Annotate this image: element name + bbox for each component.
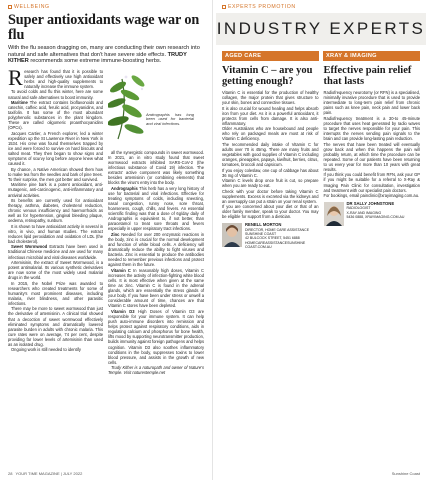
paragraph: Jacques Cartier, a French explorer, led a winter expedition up the St Lawrence River in New York in 1534. His crew was found themselves trapped by ice and were forced to survive on hard biscuits and salted meat. They then began to show signs and symptoms of scurvy long before anyone knew what caused it. [8, 130, 103, 167]
xray-heading: Effective pain relief that lasts [323, 65, 412, 87]
paragraph: all the synergistic compounds in sweet wormwood. In 2021, an in vitro study found that sweet wormwood extracts inhibited SARS-CoV-2 (the infectious substance of Covid 19) infection. The extracts' active component was likely something besides artemisinin (or combining elements) that blocks the virus's entry into the body. [108, 149, 204, 186]
paragraph: There may be more to sweet wormwood than just the derivative of artemisinin. A clinical trial showed that a decoction of sweet wormwood effectively eliminated symptoms and dramatically lowered parasite burden in adults with chronic malaria. This cure rates were on average, 74 per cent, despite providing far lower levels of artemisinin than used as an isolated drug. [8, 306, 103, 348]
author-bio [108, 365, 204, 375]
expert-title: DIRECTOR, HOME CARE ASSISTANCE [245, 227, 310, 232]
publication-name: YOUR TIME MAGAZINE | JULY 2022 [15, 471, 83, 476]
article-columns [8, 64, 204, 376]
standfirst [8, 45, 204, 65]
andrographis-photo [108, 69, 204, 147]
author-name: TRUDY KITHER [8, 51, 187, 65]
section-label: EXPERTS PROMOTION [228, 4, 296, 10]
paragraph-text: Needed for over 200 enzymatic reactions in the body, zinc is crucial for the normal development and function of white blood cells. A deficiency will dramatically reduce the ability to fight viruses and bacteria. Zinc is essential to produce the antibodies needed to remember previous infections and protect against them in the future. [108, 231, 204, 268]
expert-name: DR SALLY JOHNSTONE [346, 201, 395, 207]
column-a [8, 64, 103, 376]
article-headline: Super antioxidants wage war on flu [8, 12, 200, 43]
avatar [222, 223, 242, 247]
paragraph: For bookings, email paincliniс@xrayimaging.com.au. [323, 193, 420, 199]
subhead-sweet-wormwood: Sweet Wormwood [11, 244, 48, 250]
paragraph [8, 64, 103, 90]
category-labels [222, 51, 420, 61]
paragraph: If you are concerned about your diet or that of an older family member, speak to your doctor. You may be eligible for support from a dietician. [222, 204, 319, 220]
footer-left [8, 471, 82, 476]
subhead-maritime: Maritime [11, 99, 28, 105]
paragraph: Vitamin C is essential for the production of healthy collagen, the major protein that gives structure to your skin, bones and connective tissues. [222, 90, 319, 106]
aged-care-column [222, 65, 319, 249]
standfirst-intro: With the flu season dragging on, many are conducting their own research into natural and safe alternatives that don't have severe side effects. [8, 45, 200, 58]
paragraph [108, 268, 204, 309]
paragraph: If you think you could benefit from RFN, ask your GP if you might be suitable for a referral to X-Ray & Imaging Pain Clinic for consultation, investigation and treatment with our specialist pain doctors. [323, 172, 420, 193]
expert-name: RENELL MORTON [245, 222, 282, 228]
column-b [108, 69, 204, 376]
paragraph: Vitamin C levels drop once fruit is cut, so prepare when you are ready to eat. [222, 178, 319, 189]
banner-title: INDUSTRY EXPERTS [216, 19, 426, 38]
expert-profile-renell [222, 223, 319, 249]
paragraph: Check with your doctor before taking Vitamin C supplements. Excess is excreted via the kidneys and an oversupply can put a strain on your renal system. [222, 188, 319, 204]
standfirst-end: recommends some extreme immune-boosting herbs. [30, 58, 162, 65]
xray-column [324, 65, 421, 249]
subhead-zinc: Zinc [111, 231, 120, 237]
paragraph-text: This herb has a very long history of use for bacterial and viral infections. Effective for treating symptoms of colds, including sneezing, nasal congestion, runny nose, sore throat, hoarseness, cough, chills, and fevers. An essential scientific finding was that a dose of 6g/day daily of Andrographis is equivalent to, if not better, than paracetamol to treat sore throats and fevers especially in upper respiratory tract infections. [108, 185, 204, 232]
photo-caption: Andrographis has long been used for bacterial and viral infections. [146, 111, 194, 126]
expert-company: X-RAY AND IMAGING [346, 210, 382, 215]
section-tag-wellbeing [8, 4, 204, 10]
expert-contact: 5436 0888, XRAYIMAGING.COM.AU [346, 215, 405, 220]
subhead-vitamin-c: Vitamin C [111, 267, 131, 273]
paragraph-text: High Doses of Vitamin D3 are responsible for your immune system. It can help push auto-immune disorders into remission and helps protect against respiratory conditions, aids in regulating calcium and phosphorus for bone health, lifts mood by supporting neurotransmitter production, builds immunity against foreign pathogens and helps cognition. Vitamin D3 also soothes inflammatory conditions in the body, suppresses toxins to lower blood pressure, and assists in the growth of new cells. [108, 308, 204, 365]
section-tag-experts [222, 4, 420, 10]
footer-right: Sunshine Coast [391, 471, 420, 476]
expert-columns [222, 65, 420, 249]
paragraph: Radiofrequency neurotomy (or RFN) is a specialised, minimally invasive procedure that is used to provide intermediate to long-term pain relief from chronic pains such as knee pain, neck pain and lower back pain. [323, 90, 420, 116]
paragraph: In 2015, the Nobel Prize was awarded to researchers who created treatments for some of humanity's most prominent diseases, including malaria, river blindness, and other parasitic infections. [8, 280, 103, 306]
paragraph: Radiofrequency treatment is a 30-to 45-minute procedure that uses heat generated by radio waves to target the nerves responsible for your pain. This interrupts the nerves sending pain signals to the brain and can provide long-lasting pain reduction. [323, 115, 420, 142]
expert-region: SUNSHINE COAST [245, 232, 277, 237]
expert-details [347, 202, 405, 226]
paragraph: It is shown to have antioxidant activity in several in vitro, in vivo, and human studies. The extract reduces lipid peroxidation and oxidation of LDL (the bad cholesterol). [8, 223, 103, 244]
industry-experts-banner [216, 13, 426, 45]
label-aged-care: AGED CARE [222, 51, 319, 61]
paragraph: By chance, a Native American showed them how to make tea from the needles and bark of pine trees. To their surprise, the men got better and survived. [8, 166, 103, 182]
paragraph: It is also crucial for wound healing and helps absorb iron from your diet. As it is a powerful antioxidant, it protects from cells from damage. It is also anti-inflammatory. [222, 105, 319, 126]
aged-care-heading: Vitamin C – are you getting enough? [222, 65, 313, 87]
paragraph: Ongoing work is still needed to identify [11, 347, 81, 353]
paragraph-text: In reasonably high doses, Vitamin C increases the activity of infection-fighting white blood cells. It is most effective when given at the same time as zinc. Vitamin C is found in the adrenal glands, which are essentially the stress glands of your body. If you have been under stress or unwell a considerable amount of time, chances are that Vitamin C stores have been depleted. [108, 267, 204, 309]
section-square-icon [8, 5, 12, 9]
paragraph: Older Australians who are housebound and people who rely on packaged meals are most at risk of Vitamin C deficiency. [222, 126, 319, 142]
expert-details [245, 223, 309, 249]
paragraph: To avoid colds and flu this winter, here are some natural and safe alternatives to boost immunity. [8, 89, 103, 100]
section-label: WELLBEING [14, 4, 50, 10]
paragraph [108, 309, 204, 365]
paragraph [8, 244, 103, 259]
paragraph: Its benefits are currently used for antioxidant therapy, asthma, diabetes, cholesterol reduction, chronic venous insufficiency and haemorrhoids as well as for hypertension, gingival bleeding plaque, oedema, retinopathy, sunburn. [8, 197, 103, 224]
paragraph: The recommended daily intake of Vitamin C for adults over 70 is 45mg. There are many fruits and vegetables with good supplies of Vitamin C including oranges, pineapples, papaya, kiwifruit, berries, citrus, tomatoes, broccoli and capsicum. [222, 141, 319, 168]
paragraph [8, 100, 103, 131]
paragraph: Artemisinin, the extract of Sweet Wormwood, is a potent antimalarial. Its various synthetic derivatives are now some of the most widely used malarial drugs in the world. [8, 259, 103, 281]
paragraph [108, 232, 204, 268]
right-page [216, 0, 426, 480]
paragraph-text: Extracts have been used in traditional Chinese medicine and are used for many infectious microbial and viral diseases worldwide. [8, 244, 103, 260]
paragraph: If you enjoy coleslaw, one cup of cabbage has about 36 mg of Vitamin C. [222, 167, 319, 178]
paragraph: The nerves that have been treated will eventually grow back and when this happens the pain will probably return, at which time the procedure can be repeated. Some of our patients have been returning to us every year for more than 10 years with great results. [323, 141, 420, 172]
expert-address: 42 BULCOCK STREET, 5451 6888 [245, 236, 300, 241]
subhead-vitamin-d3: Vitamin D3 [111, 308, 135, 314]
plant-image [108, 69, 204, 147]
expert-title: RADIOLOGIST [346, 206, 371, 211]
paragraph-text: The extract contains bioflavonoids and catechin, caffeic acid, ferulic acid, procyanidins, and taxifolin. It has some of the most abundant polyphenolic substances in the plant kingdom. These are called oligomeric proanthocyanidins (OPCs). [8, 99, 103, 131]
paragraph: Maritime pine bark is a potent antioxidant, anti-mutagenic, anti-carcinogenic, anti-inflammatory and antiviral activities. [8, 182, 103, 198]
expert-website-cont: COAST.COM.AU [245, 244, 272, 249]
avatar [324, 202, 344, 226]
section-square-icon [222, 5, 226, 9]
dropcap: R [8, 64, 23, 90]
page-number: 28 [8, 471, 13, 476]
subhead-andrographis: Andrographis [111, 185, 138, 191]
page-gutter [212, 0, 213, 480]
bio-text: Trudy Kither is a naturopath and owner of Nature's Temple. Visit naturestemple.net [108, 365, 204, 376]
label-xray-imaging: XRAY & IMAGING [323, 51, 420, 61]
paragraph [108, 186, 204, 232]
paragraph-text: esearch has found that it is possible to safely and effectively use high antioxidant herbs and high-quality supplements to naturally increase the immune system. [24, 68, 103, 90]
expert-profile-sally [324, 202, 421, 226]
left-page [0, 0, 210, 480]
expert-website: HOMECAREASSISTANCESUNSHINE [245, 240, 306, 245]
